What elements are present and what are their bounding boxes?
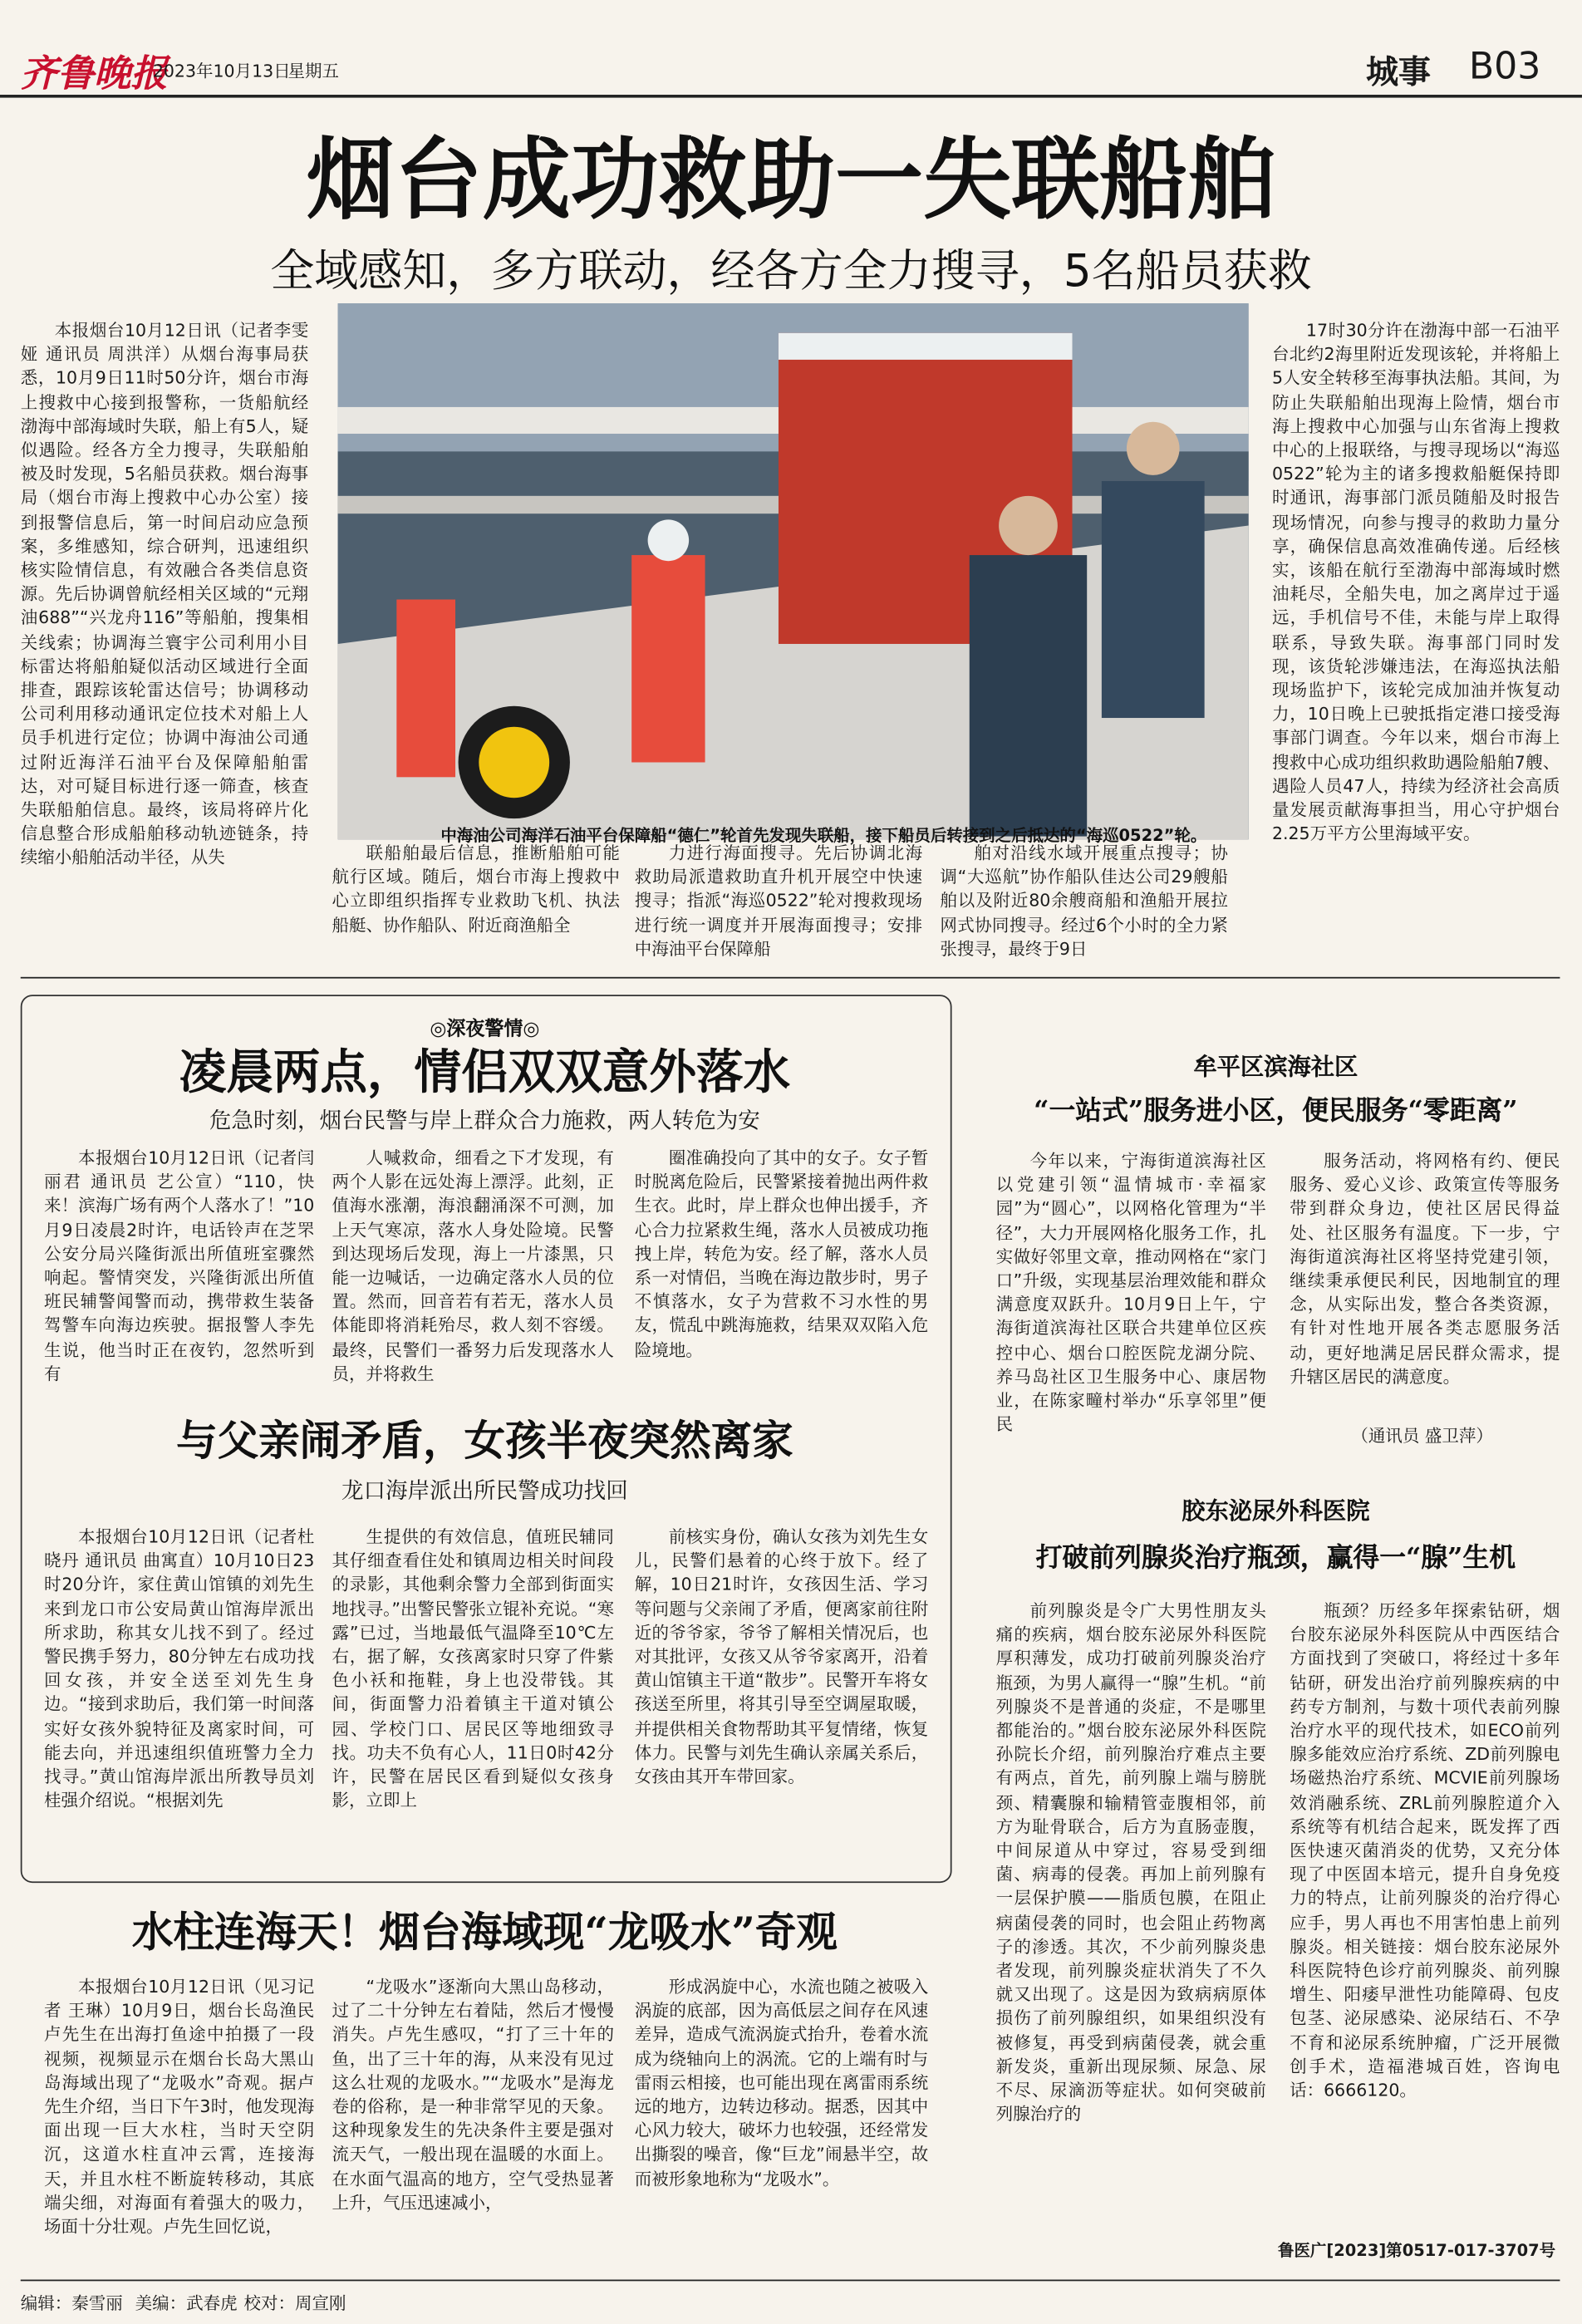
story3-col3: 前核实身份，确认女孩为刘先生女儿，民警们悬着的心终于放下。经了解，10日21时许，女孩因生活、学习等问题与父亲闹了矛盾，便离家前往附近的爷爷家，爷爷了解相关情况后，也对其批评，女孩又从爷爷家离开，沿着黄山馆镇主干道“散步”。民警开车将女孩送至所里，将其引导至空调屋取暖，并提供相关食物帮助其平复情绪，恢复体力。民警与刘先生确认亲属关系后，女孩由其开车带回家。 [634, 1526, 929, 1787]
story6-headline: 打破前列腺炎治疗瓶颈，赢得一“腺”生机 [1035, 1542, 1516, 1574]
story6-kicker: 胶东泌尿外科医院 [1182, 1496, 1370, 1525]
masthead-rule [0, 95, 1582, 98]
footer-proof: 校对：周宣刚 [243, 2292, 346, 2314]
footer-editor: 编辑：秦雪丽 [20, 2292, 123, 2314]
story1-col2: 联船舶最后信息，推断船舶可能航行区域。随后，烟台市海上搜救中心立即组织指挥专业救助飞机、执法船艇、协作船队、附近商渔船全 [332, 842, 621, 936]
story6-ad-code: 鲁医广[2023]第0517-017-3707号 [1278, 2241, 1556, 2261]
story5-byline: （通讯员 盛卫萍） [1351, 1425, 1493, 1447]
page-code: B03 [1468, 44, 1541, 88]
story3-col2: 生提供的有效信息，值班民辅同其仔细查看住处和镇周边相关时间段的录影，其他剩余警力全部到街面实地找寻。”出警民警张立锟补充说。“寒露”已过，当地最低气温降至10℃左右，据了解，女孩离家时只穿了件紫色小袄和拖鞋，身上也没带钱。其间，街面警力沿着镇主干道对镇公园、学校门口、居民区等地细致寻找。功夫不负有心人，11日0时42分许，民警在居民区看到疑似女孩身影，立即上 [332, 1526, 614, 1811]
story1-col5: 17时30分许在渤海中部一石油平台北约2海里附近发现该轮，并将船上5人安全转移至海事执法船。其间，为防止失联船舶出现海上险情，烟台市海上搜救中心加强与山东省海上搜救中心的上报联络，与搜寻现场以“海巡0522”轮为主的诸多搜救船艇保持即时通讯，海事部门派员随船及时报告现场情况，向参与搜寻的救助力量分享，确保信息高效准确传递。后经核实，该船在航行至渤海中部海域时燃油耗尽，全船失电，加之离岸过于遥远，手机信号不佳，未能与岸上取得联系，导致失联。海事部门同时发现，该货轮涉嫌违法，在海巡执法船现场监护下，该轮完成加油并恢复动力，10日晚上已驶抵指定港口接受海事部门调查。今年以来，烟台市海上搜救中心成功组织救助遇险船舶7艘、遇险人员47人，持续为经济社会高质量发展贡献海事担当，用心守护烟台2.25万平方公里海域平安。 [1271, 319, 1560, 844]
story5-headline: “一站式”服务进小区，便民服务“零距离” [1034, 1095, 1518, 1127]
story1-col1: 本报烟台10月12日讯（记者李雯娅 通讯员 周洪洋）从烟台海事局获悉，10月9日11时50分许，烟台市海上搜救中心接到报警称，一货船航经渤海中部海域时失联，船上有5人，疑似遇险。经各方全力搜寻，失联船舶被及时发现，5名船员获救。烟台海事局（烟台市海上搜救中心办公室）接到报警信息后，第一时间启动应急预案，多维感知，综合研判，迅速组织核实险情信息，有效融合各类信息资源。先后协调曾航经相关区域的“元翔油688”“兴龙舟116”等船舶，搜集相关线索；协调海兰寰宇公司利用小目标雷达将船舶疑似活动区域进行全面排查，跟踪该轮雷达信号；协调移动公司利用移动通讯定位技术对船上人员手机进行定位；协调中海油公司通过附近海洋石油平台及保障船舶雷达，对可疑目标进行逐一筛查，核查失联船舶信息。最终，该局将碎片化信息整合形成船舶移动轨迹链条，持续缩小船舶活动半径，从失 [20, 319, 309, 868]
story6-col1: 前列腺炎是令广大男性朋友头痛的疾病，烟台胶东泌尿外科医院厚积薄发，成功打破前列腺炎治疗瓶颈，为男人赢得一“腺”生机。“前列腺炎不是普通的炎症，不是哪里都能治的。”烟台胶东泌尿外科医院孙院长介绍，前列腺治疗难点主要有两点，首先，前列腺上端与膀胱颈、精囊腺和输精管壶腹相邻，前方为耻骨联合，后方为直肠壶腹，中间尿道从中穿过，容易受到细菌、病毒的侵袭。再加上前列腺有一层保护膜——脂质包膜，在阻止病菌侵袭的同时，也会阻止药物离子的渗透。其次，不少前列腺炎患者发现，前列腺炎症状消失了不久就又出现了。这是因为致病病原体损伤了前列腺组织，如果组织没有被修复，再受到病菌侵袭，就会重新发炎，重新出现尿频、尿急、尿不尽、尿滴沥等症状。如何突破前列腺治疗的 [995, 1599, 1266, 2125]
masthead-weekday: 星期五 [287, 61, 340, 81]
section-name: 城事 [1366, 53, 1431, 92]
story1-subhead: 全域感知，多方联动，经各方全力搜寻，5名船员获救 [270, 245, 1312, 298]
story2-subhead: 危急时刻，烟台民警与岸上群众合力施救，两人转危为安 [209, 1107, 760, 1134]
story2-col2: 人喊救命，细看之下才发现，有两个人影在远处海上漂浮。此刻，正值海水涨潮，海浪翻涌深不可测，加上天气寒凉，落水人身处险境。民警到达现场后发现，海上一片漆黑，只能一边喊话，一边确定落水人员的位置。然而，回音若有若无，落水人员体能即将消耗殆尽，救人刻不容缓。最终，民警们一番努力后发现落水人员，并将救生 [332, 1147, 614, 1384]
story5-col1: 今年以来，宁海街道滨海社区以党建引领“温情城市·幸福家园”为“圆心”，以网格化管理为“半径”，大力开展网格化服务工作，扎实做好邻里文章，推动网格在“家门口”升级，实现基层治理效能和群众满意度双跃升。10月9日上午，宁海街道滨海社区联合共建单位区疾控中心、烟台口腔医院龙湖分院、养马岛社区卫生服务中心、康居物业，在陈家疃村举办“乐享邻里”便民 [995, 1150, 1266, 1435]
story2-kicker: ◎深夜警情◎ [430, 1018, 540, 1041]
story1-col3: 力进行海面搜寻。先后协调北海救助局派遣救助直升机开展空中快速搜寻；指派“海巡0522”轮对搜救现场进行统一调度并开展海面搜寻；安排中海油平台保障船 [634, 842, 923, 960]
story2-headline: 凌晨两点，情侣双双意外落水 [179, 1043, 791, 1100]
story4-col1: 本报烟台10月12日讯（见习记者 王琳）10月9日，烟台长岛渔民卢先生在出海打鱼途中拍摄了一段视频，视频显示在烟台长岛大黑山岛海域出现了“龙吸水”奇观。据卢先生介绍，当日下午3时，他发现海面出现一巨大水柱，当时天空阴沉，这道水柱直冲云霄，连接海天，并且水柱不断旋转移动，其底端尖细，对海面有着强大的吸力，场面十分壮观。卢先生回忆说， [44, 1976, 315, 2237]
footer-designer: 美编：武春虎 [135, 2292, 238, 2314]
photo-caption: 中海油公司海洋石油平台保障船“德仁”轮首先发现失联船，接下船员后转接到之后抵达的“海巡0522”轮。 [440, 826, 1207, 846]
story6-col2: 瓶颈？历经多年探索钻研，烟台胶东泌尿外科医院从中西医结合方面找到了突破口，将经过十多年钻研，研发出治疗前列腺疾病的中药专方制剂，与数十项代表前列腺治疗水平的现代技术，如ECO前列腺多能效应治疗系统、ZD前列腺电场磁热治疗系统、MCVIE前列腺场效消融系统、ZRL前列腺腔道介入系统等有机结合起来，既发挥了西医快速灭菌消炎的优势，又充分体现了中医固本培元，提升自身免疫力的特点，让前列腺炎的治疗得心应手，男人再也不用害怕患上前列腺炎。相关链接：烟台胶东泌尿外科医院特色诊疗前列腺炎、前列腺增生、阳痿早泄性功能障碍、包皮包茎、泌尿感染、泌尿结石、不孕不育和泌尿系统肿瘤，广泛开展微创手术，造福港城百姓，咨询电话：6666120。 [1290, 1599, 1560, 2101]
masthead-date: 2023年10月13日 [152, 61, 291, 81]
story5-col2: 服务活动，将网格有约、便民服务、爱心义诊、政策宣传等服务带到群众身边，使社区居民得益处、社区服务有温度。下一步，宁海街道滨海社区将坚持党建引领，继续秉承便民利民，因地制宜的理念，从实际出发，整合各类资源，有针对性地开展各类志愿服务活动，更好地满足居民群众需求，提升辖区居民的满意度。 [1290, 1150, 1560, 1387]
story3-col1: 本报烟台10月12日讯（记者杜晓丹 通讯员 曲寓直）10月10日23时20分许，家住黄山馆镇的刘先生来到龙口市公安局黄山馆海岸派出所求助，称其女儿找不到了。经过警民携手努力，80分钟左右成功找回女孩，并安全送至刘先生身边。“接到求助后，我们第一时间落实好女孩外貌特征及离家时间，可能去向，并迅速组织值班警力全力找寻。”黄山馆海岸派出所教导员刘桂强介绍说。“根据刘先 [44, 1526, 315, 1811]
story4-col2: “龙吸水”逐渐向大黑山岛移动，过了二十分钟左右着陆，然后才慢慢消失。卢先生感叹，“打了三十年的鱼，出了三十年的海，从来没有见过这么壮观的龙吸水。”“龙吸水”是海龙卷的俗称，是一种非常罕见的天象。这种现象发生的先决条件主要是强对流天气，一般出现在温暖的水面上。在水面气温高的地方，空气受热显著上升，气压迅速减小， [332, 1976, 614, 2213]
story4-col3: 形成涡旋中心，水流也随之被吸入涡旋的底部，因为高低层之间存在风速差异，造成气流涡旋式抬升，卷着水流成为绕轴向上的涡流。它的上端有时与雷雨云相接，也可能出现在离雷雨系统远的地方，边转边移动。据悉，因其中心风力较大，破坏力也较强，还经常发出撕裂的噪音，像“巨龙”闹悬半空，故而被形象地称为“龙吸水”。 [634, 1976, 929, 2189]
story1-headline: 烟台成功救助一失联船舶 [306, 128, 1276, 233]
story2-col3: 圈准确投向了其中的女子。女子暂时脱离危险后，民警紧接着抛出两件救生衣。此时，岸上群众也伸出援手，齐心合力拉紧救生绳，落水人员被成功拖拽上岸，转危为安。经了解，落水人员系一对情侣，当晚在海边散步时，男子不慎落水，女子为营救不习水性的男友，慌乱中跳海施救，结果双双陷入危险境地。 [634, 1147, 929, 1360]
rescue-photo [338, 303, 1249, 839]
story5-kicker: 牟平区滨海社区 [1193, 1052, 1358, 1081]
story3-headline: 与父亲闹矛盾，女孩半夜突然离家 [176, 1416, 793, 1466]
story3-subhead: 龙口海岸派出所民警成功找回 [341, 1476, 628, 1505]
masthead-logo: 齐鲁晚报 [20, 52, 168, 96]
story2-col1: 本报烟台10月12日讯（记者闫丽君 通讯员 艺公宣）“110，快来！滨海广场有两个人落水了！”10月9日凌晨2时许，电话铃声在芝罘公安分局兴隆街派出所值班室骤然响起。警情突发，兴隆街派出所值班民辅警闻警而动，携带救生装备驾警车向海边疾驶。据报警人李先生说，他当时正在夜钓，忽然听到有 [44, 1147, 315, 1384]
story1-col4: 舶对沿线水域开展重点搜寻；协调“大巡航”协作船队佳达公司29艘船舶以及附近80余艘商船和渔船开展拉网式协同搜寻。经过6个小时的全力紧张搜寻，最终于9日 [940, 842, 1228, 960]
story4-headline: 水柱连海天！烟台海域现“龙吸水”奇观 [131, 1908, 838, 1958]
footer-rule [21, 2280, 1560, 2282]
section-rule [21, 977, 1560, 979]
rescue-photo-illustration [338, 303, 1249, 839]
